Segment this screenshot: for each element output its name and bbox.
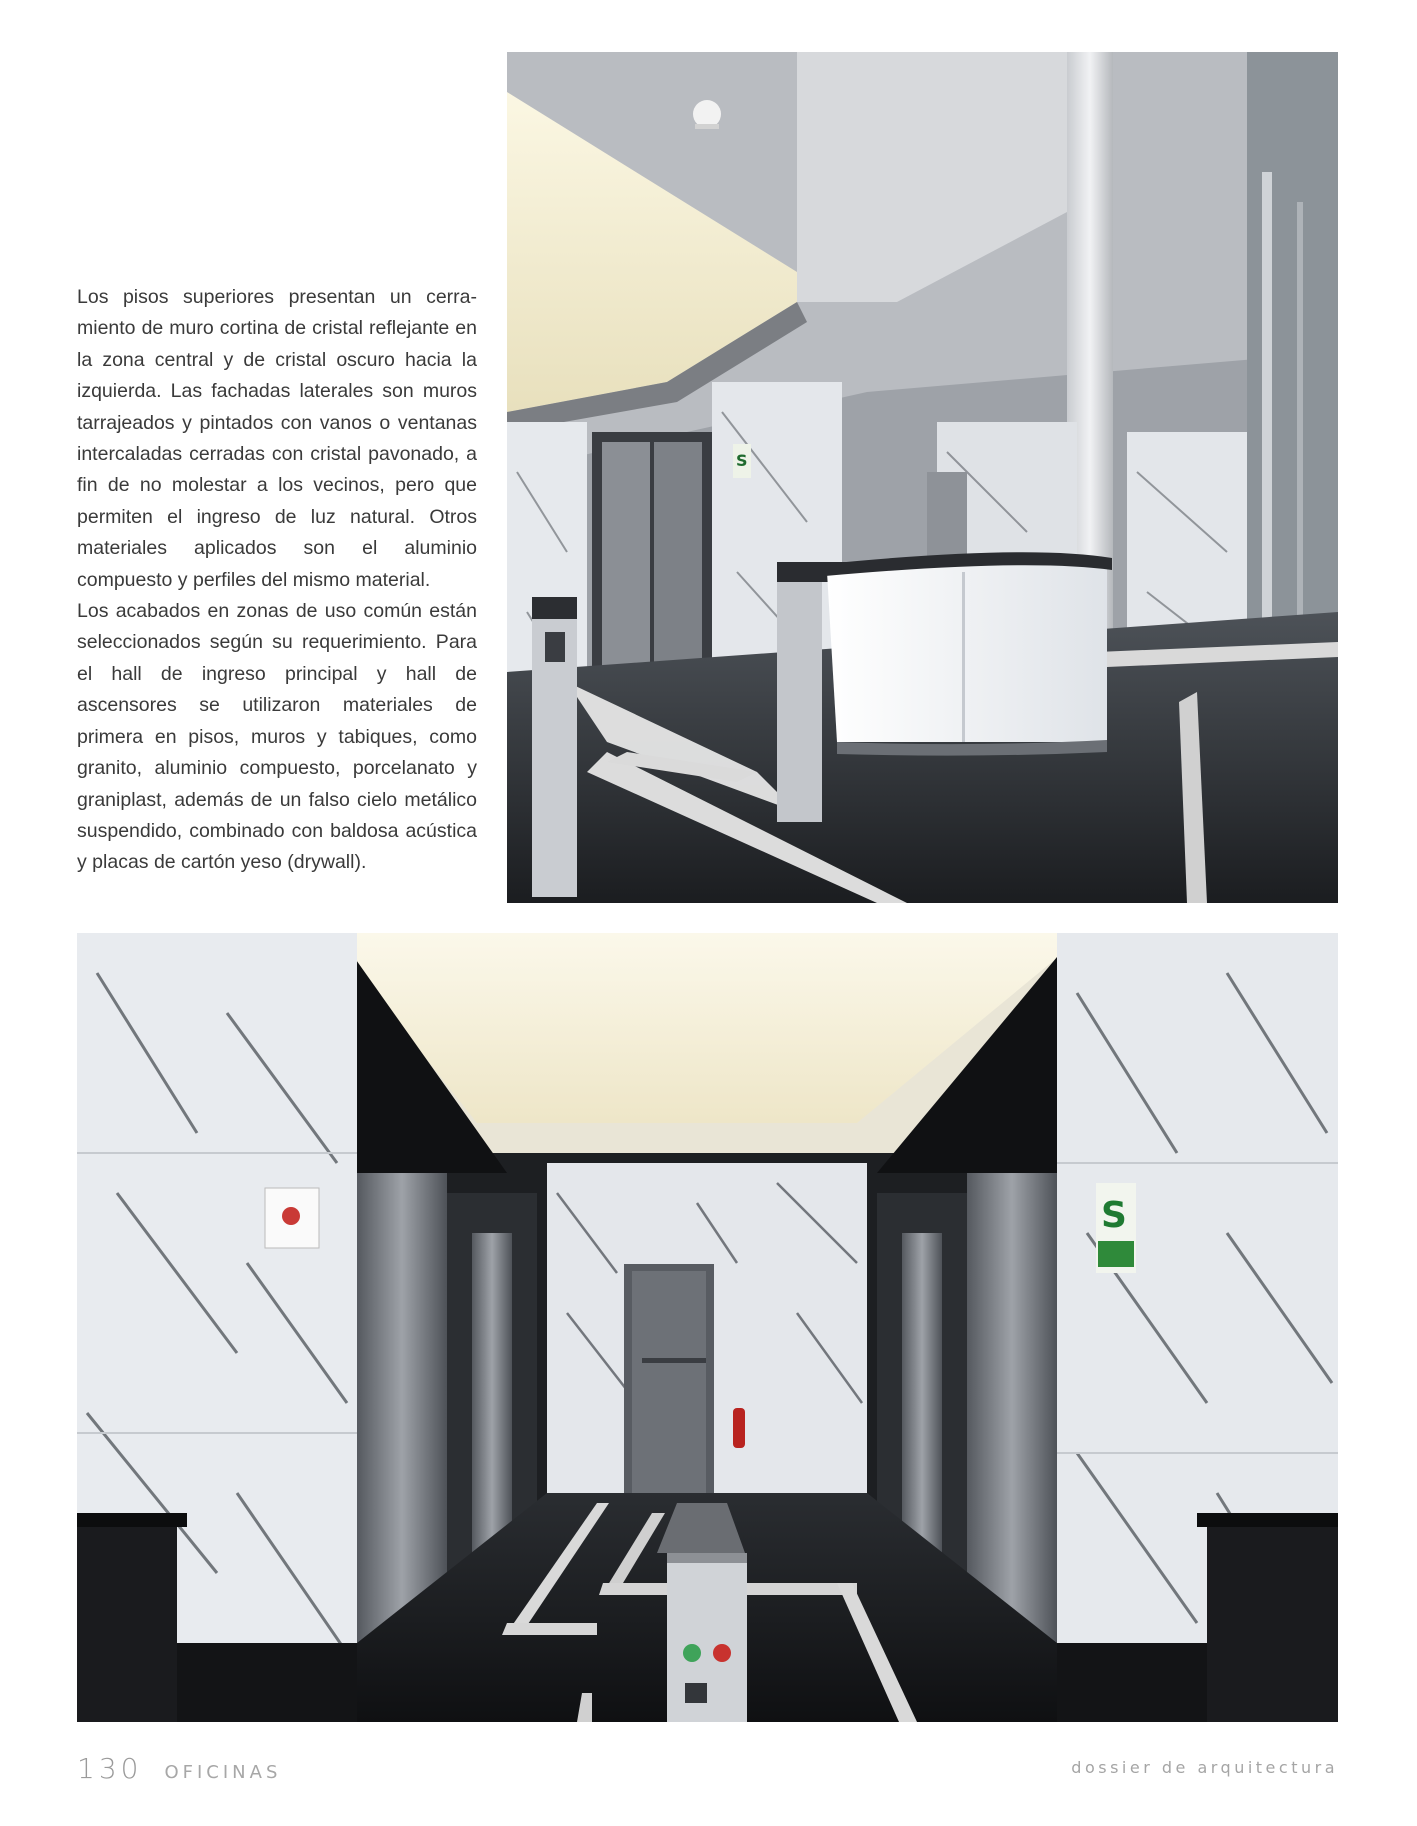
body-text-column [77, 282, 477, 879]
safety-sign-elevator: S [1101, 1195, 1127, 1236]
safety-sign-lobby: S [736, 451, 748, 470]
elevator-hall-photo [77, 933, 1338, 1722]
lobby-reception-photo [507, 52, 1338, 903]
body-paragraph-1: Los pisos superiores presentan un cerramiento de muro cortina de cristal reflejante en la zona central y de cristal oscuro hacia la izquierda. Las fachadas laterales son muros tarrajeados y pintados con vanos o ventanas intercaladas cerradas con cristal pavonado, a fin de no molestar a los vecinos, pero que permiten el ingreso de luz natural. Otros materiales aplicados son el aluminio compuesto y perfiles del mismo material. [77, 286, 477, 591]
page-number: 130 [77, 1752, 143, 1785]
body-paragraph-2: Los acabados en zonas de uso común están seleccionados según su requerimiento. Para el hall de ingreso principal y hall de ascensores se utilizaron materiales de primera en pisos, muros y tabiques, como granito, aluminio compuesto, porcelanato y graniplast, además de un falso cielo metálico suspendido, combinado con baldosa acústica y placas de cartón yeso (drywall). [77, 600, 477, 874]
lobby-reception-illustration [507, 52, 1338, 903]
publication-name: dossier de arquitectura [1071, 1758, 1338, 1777]
folio [77, 1752, 281, 1785]
elevator-hall-illustration [77, 933, 1338, 1722]
section-name: OFICINAS [164, 1762, 282, 1783]
